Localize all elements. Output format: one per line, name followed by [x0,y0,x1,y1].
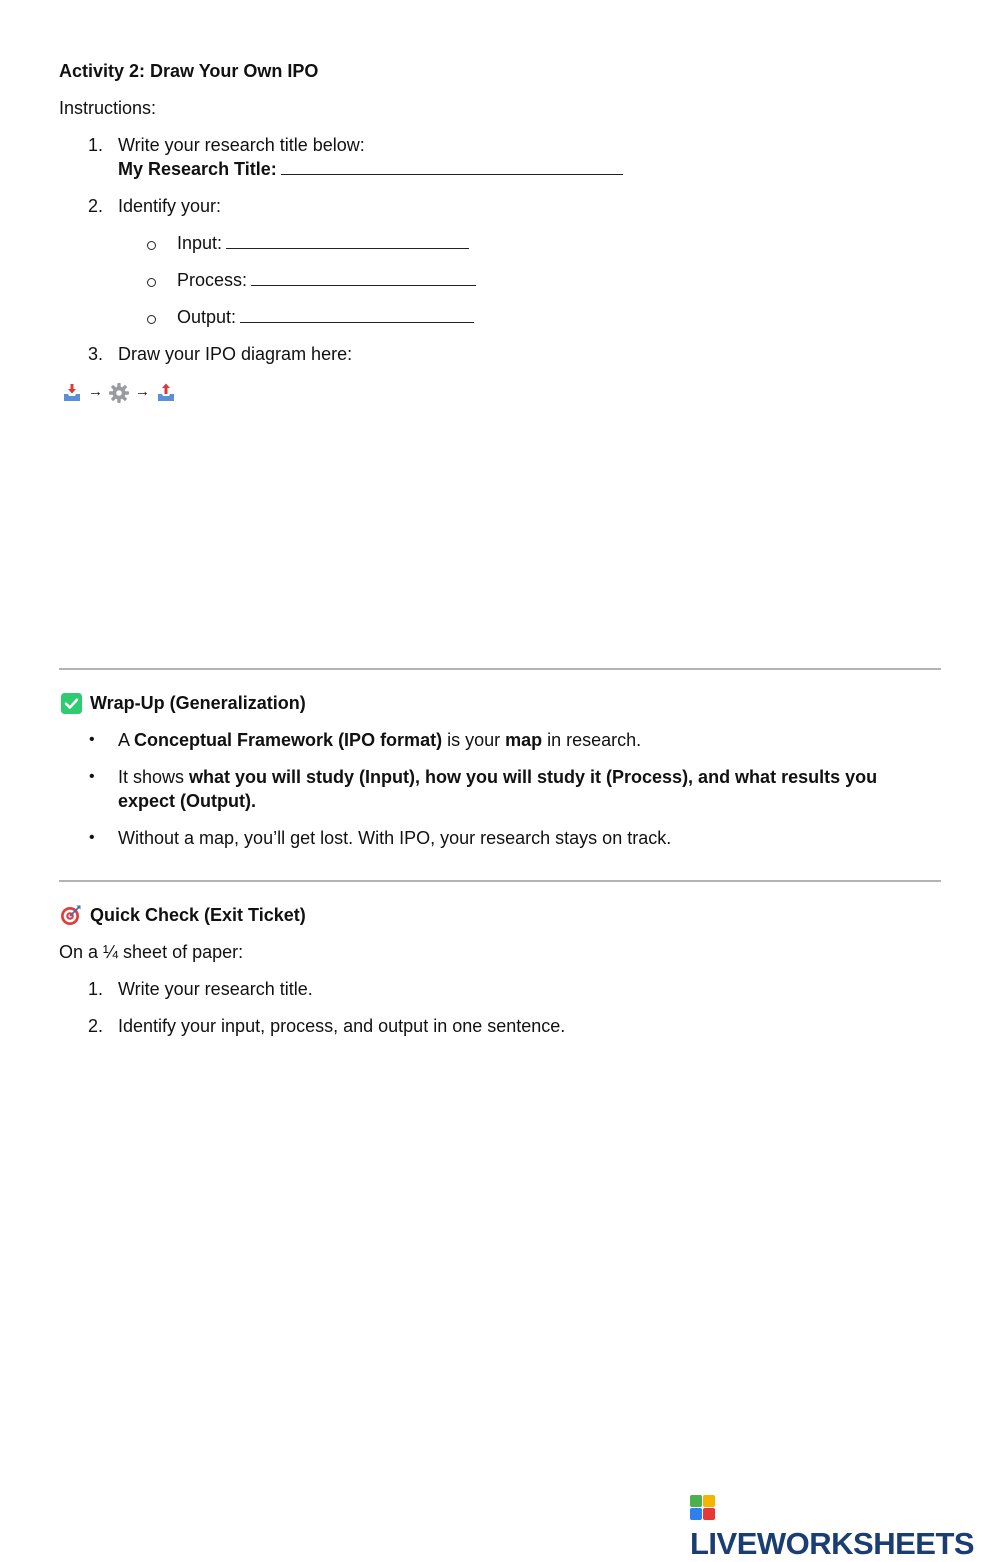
step-3-number: 3. [88,344,104,364]
activity-title: Activity 2: Draw Your Own IPO [59,61,319,81]
text-run: A [118,730,135,750]
step-2-text: Identify your: [118,196,222,216]
sub-bullet-icon [147,315,156,324]
step-2-number: 2. [88,196,104,216]
instructions-label: Instructions: [59,98,157,118]
text-run: is your [442,730,506,750]
outbox-tray-icon [156,383,176,408]
sub-bullet-icon [147,241,156,250]
text-run: It shows [118,767,190,787]
step-3-text: Draw your IPO diagram here: [118,344,353,364]
check-mark-icon [61,693,82,719]
arrow-2: → [135,383,150,400]
text-run-bold: what you will study (Input), how you will study it (Process), and what results you [189,767,878,787]
target-dart-icon [60,904,82,931]
liveworksheets-logo [690,1490,1000,1562]
quick-step-2-number: 2. [88,1016,104,1036]
step-1-text: Write your research title below: [118,135,365,155]
quick-step-1-text: Write your research title. [118,979,313,999]
divider [59,668,941,670]
input-label: Input: [177,233,223,253]
sub-bullet-icon [147,278,156,287]
process-blank[interactable] [251,271,476,286]
text-run: in research. [542,730,642,750]
quick-check-intro: On a ¼ sheet of paper: [59,942,244,962]
input-blank[interactable] [226,234,469,249]
divider [59,880,941,882]
wrapup-item-1 [118,730,641,751]
quick-step-1-number: 1. [88,979,104,999]
step-1-number: 1. [88,135,104,155]
logo-text: LIVEWORKSHEETS [690,1526,975,1561]
process-field-line [177,270,476,291]
process-label: Process: [177,270,248,290]
bullet-icon: • [89,829,95,846]
arrow-1: → [88,383,103,400]
quick-check-heading: Quick Check (Exit Ticket) [90,905,306,925]
text-run-bold: Conceptual Framework (IPO format) [134,730,443,750]
inbox-tray-icon [62,383,82,408]
wrapup-item-3: Without a map, you’ll get lost. With IPO, your research stays on track. [118,828,672,848]
research-title-blank[interactable] [281,160,623,175]
text-run-bold: map [505,730,543,750]
output-field-line [177,307,474,328]
research-title-label: My Research Title: [118,159,277,179]
research-title-line [118,159,623,180]
wrapup-heading: Wrap-Up (Generalization) [90,693,306,713]
input-field-line [177,233,469,254]
wrapup-item-2-line-1 [118,767,877,788]
logo-blocks-icon [690,1495,716,1521]
gear-icon [108,382,130,409]
wrapup-item-2-line-2: expect (Output). [118,791,256,811]
bullet-icon: • [89,731,95,748]
quick-step-2-text: Identify your input, process, and output in one sentence. [118,1016,566,1036]
bullet-icon: • [89,768,95,785]
output-blank[interactable] [240,308,474,323]
output-label: Output: [177,307,237,327]
